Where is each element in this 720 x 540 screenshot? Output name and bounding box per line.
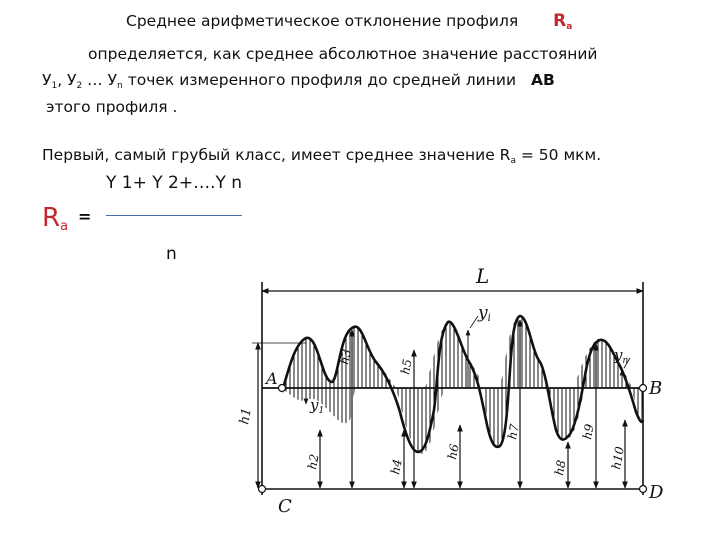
label-h5: h5 [398, 357, 415, 376]
hatch-below-mean [282, 388, 643, 454]
point-c-marker [259, 486, 266, 493]
text-line-3: $У_1$, $У_2$ … $У_n$ точек измеренного профиля до средней линии АВ [42, 71, 555, 91]
point-b-marker [640, 385, 647, 392]
formula-lhs: $R_a=$ [42, 203, 92, 234]
text-line-1-main: Среднее арифметическое отклонение профиля [126, 12, 519, 30]
label-h2: h2 [305, 452, 322, 471]
label-h6: h6 [445, 442, 462, 461]
text-line-2: определяется, как среднее абсолютное значение расстояний [88, 45, 598, 63]
label-b: B [649, 378, 663, 399]
label-d: D [649, 482, 664, 503]
label-a: A [266, 369, 278, 388]
point-d-marker [640, 486, 647, 493]
label-c: C [278, 496, 292, 517]
label-h8: h8 [552, 458, 569, 477]
label-l: L [476, 264, 490, 288]
text-line-5: Первый, самый грубый класс, имеет среднее значение $R_a = 50$ мкм. [42, 146, 602, 166]
label-h3: h3 [337, 347, 354, 366]
label-h1: h1 [237, 406, 255, 426]
ab-label: АВ [530, 71, 555, 89]
label-h7: h7 [505, 422, 522, 441]
point-a-marker [279, 385, 286, 392]
label-h4: h4 [388, 457, 405, 476]
text-line-4: этого профиля . [46, 98, 178, 116]
label-h9: h9 [580, 422, 597, 441]
label-yn: $y_n$ [614, 346, 629, 366]
formula-denominator: n [166, 244, 177, 264]
ra-symbol: $R_a$ [553, 11, 573, 32]
label-h10: h10 [609, 445, 627, 471]
formula-numerator: Y 1+ Y 2+….Y n [106, 173, 243, 193]
label-y1: $y_1$ [310, 396, 325, 416]
label-yi: yi [478, 303, 491, 324]
